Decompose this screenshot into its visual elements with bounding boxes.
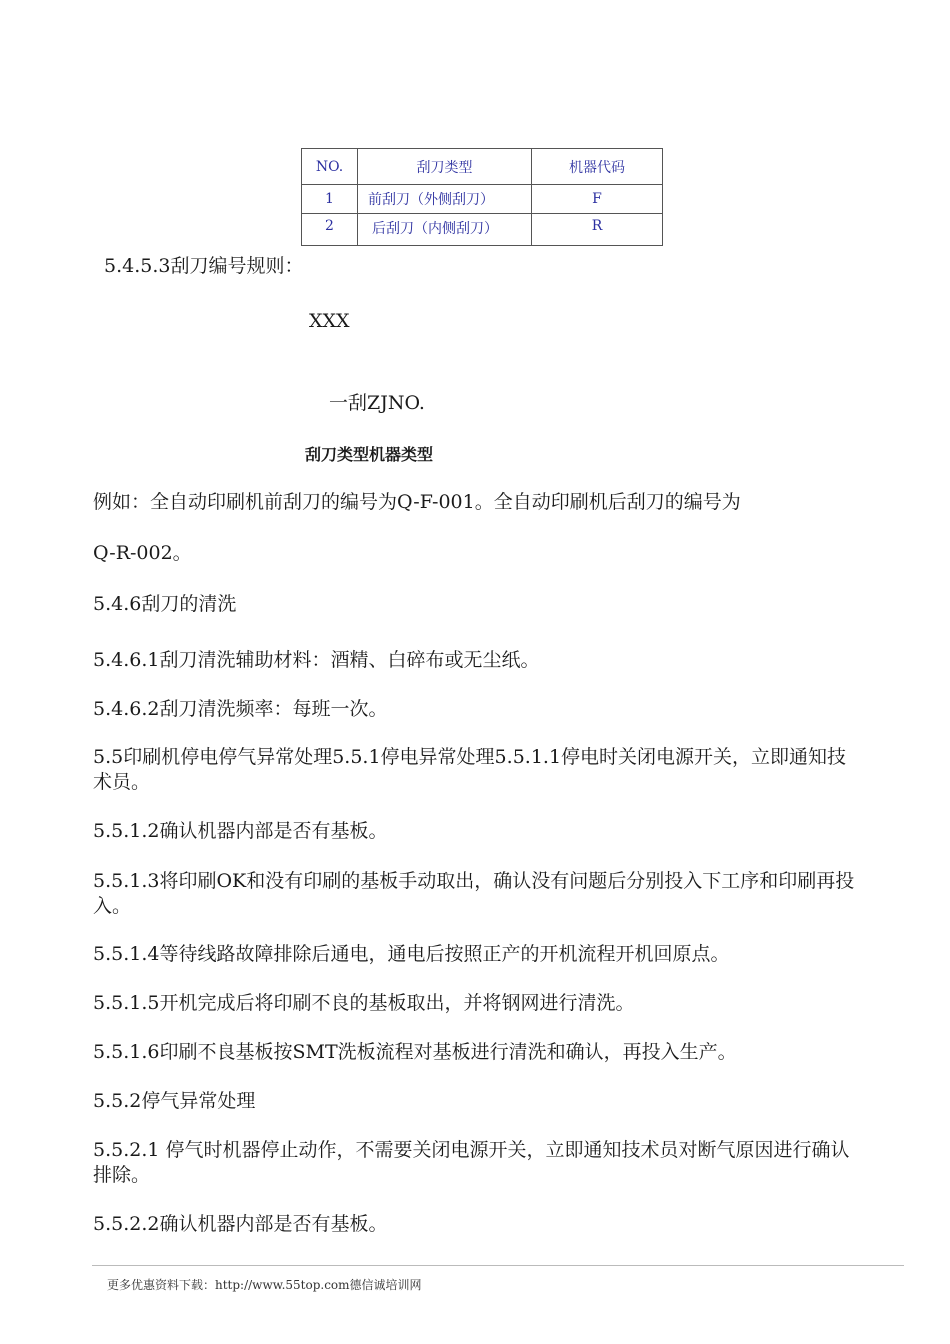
header-blade-type: 刮刀类型 bbox=[358, 149, 532, 185]
table-row bbox=[302, 185, 663, 214]
footer-divider bbox=[92, 1265, 904, 1266]
section-5-5-2-1: 5.5.2.1 停气时机器停止动作，不需要关闭电源开关，立即通知技术员对断气原因进行确认排除。 bbox=[93, 1139, 850, 1186]
section-5-5-1-3: 5.5.1.3将印刷OK和没有印刷的基板手动取出，确认没有问题后分别投入下工序和印刷再投入。 bbox=[93, 870, 855, 917]
section-5-4-6-1: 5.4.6.1刮刀清洗辅助材料：酒精、白碎布或无尘纸。 bbox=[93, 649, 540, 671]
section-5-5-1-5: 5.5.1.5开机完成后将印刷不良的基板取出，并将钢网进行清洗。 bbox=[93, 992, 635, 1014]
section-5-5-2-2: 5.5.2.2确认机器内部是否有基板。 bbox=[93, 1213, 388, 1235]
header-no: NO. bbox=[302, 149, 358, 185]
code-pattern-labels: 刮刀类型机器类型 bbox=[305, 445, 434, 464]
section-5-5-1-6: 5.5.1.6印刷不良基板按SMT洗板流程对基板进行清洗和确认，再投入生产。 bbox=[93, 1041, 737, 1063]
section-5-5: 5.5印刷机停电停气异常处理5.5.1停电异常处理5.5.1.1停电时关闭电源开关，立即通知技术员。 bbox=[93, 746, 847, 793]
code-placeholder: XXX bbox=[309, 310, 350, 332]
section-5-5-1-2: 5.5.1.2确认机器内部是否有基板。 bbox=[93, 820, 388, 842]
example-line-1: 例如：全自动印刷机前刮刀的编号为Q-F-001。全自动印刷机后刮刀的编号为 bbox=[93, 491, 741, 513]
row-machine-code: R bbox=[532, 214, 663, 246]
section-5-5-2: 5.5.2停气异常处理 bbox=[93, 1090, 256, 1112]
table-row bbox=[302, 214, 663, 246]
header-machine-code: 机器代码 bbox=[532, 149, 663, 185]
table-header-row bbox=[302, 149, 663, 185]
row-blade-type: 前刮刀（外侧刮刀） bbox=[358, 185, 532, 214]
row-no: 1 bbox=[302, 185, 358, 214]
example-line-2: Q-R-002。 bbox=[93, 542, 192, 564]
row-machine-code: F bbox=[532, 185, 663, 214]
section-5-4-6-2: 5.4.6.2刮刀清洗频率：每班一次。 bbox=[93, 698, 388, 720]
code-pattern: 一刮ZJNO. bbox=[329, 392, 425, 414]
section-5-5-1-4: 5.5.1.4等待线路故障排除后通电，通电后按照正产的开机流程开机回原点。 bbox=[93, 943, 730, 965]
footer-text: 更多优惠资料下载：http://www.55top.com德信诚培训网 bbox=[107, 1278, 422, 1292]
section-5-4-6: 5.4.6刮刀的清洗 bbox=[93, 593, 237, 615]
row-blade-type: 后刮刀（内侧刮刀） bbox=[358, 214, 532, 246]
numbering-rule-heading: 5.4.5.3刮刀编号规则： bbox=[104, 255, 304, 277]
blade-code-table bbox=[301, 148, 663, 246]
row-no: 2 bbox=[302, 214, 358, 246]
